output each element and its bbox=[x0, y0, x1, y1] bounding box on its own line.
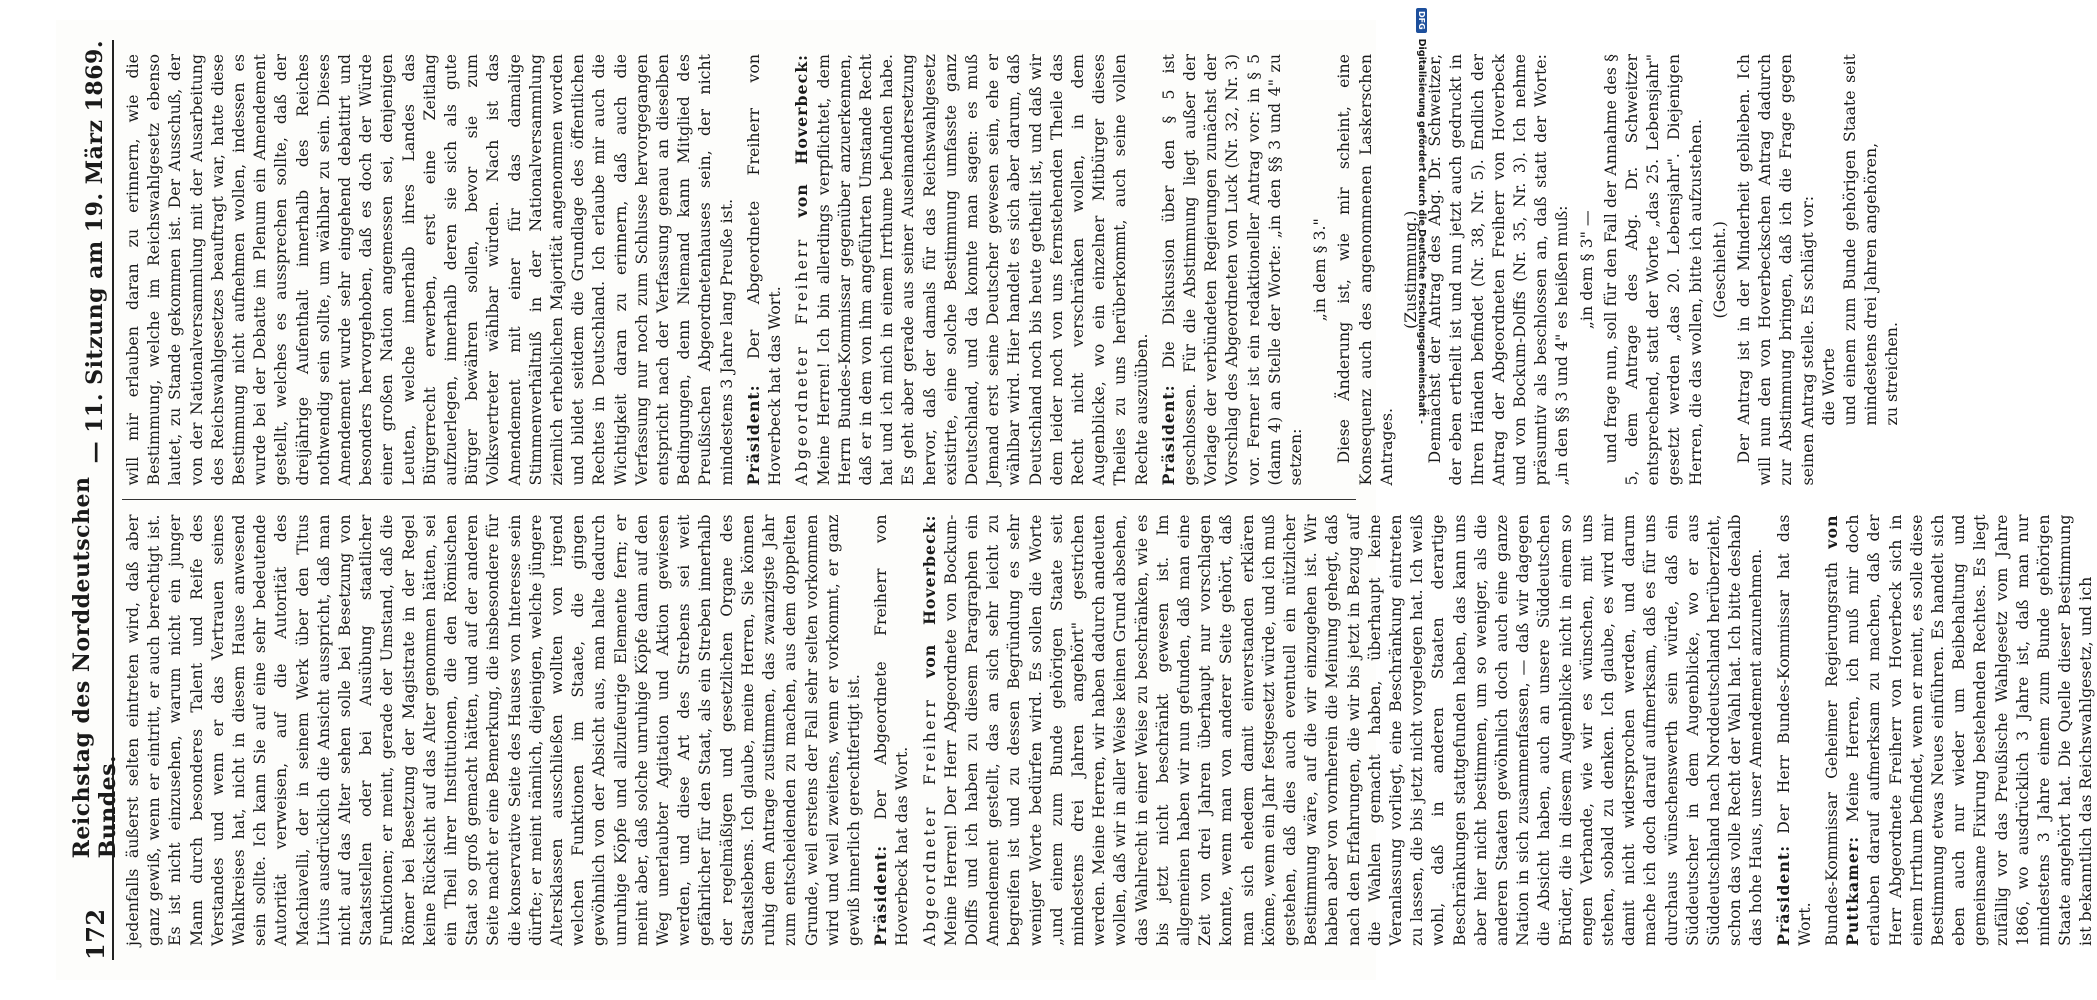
session-heading: — 11. Sitzung am 19. März 1869. bbox=[82, 40, 108, 464]
speaker-lead: Abgeordneter Freiherr bbox=[919, 677, 939, 946]
speaker-name: von Puttkamer: bbox=[1822, 514, 1863, 946]
quoted-amendment: „in dem § 3." bbox=[1310, 218, 1330, 322]
speaker-role: Präsident: bbox=[1773, 844, 1793, 946]
speech-text: Der Herr Bundes-Kommissar hat das Wort. bbox=[1773, 514, 1814, 946]
speech-text: Meine Herren! Ich bin allerdings verpflichtet, dem Herrn Bundes-Kommissar gegenüber anzuerkennen, daß er in dem von ihm angeführten Umstande Recht hat und ich mich in einem Irrthume befunden habe. Es geht aber gerade aus seiner Auseinandersetzung hervor, daß der damals für das Reichswahlgesetz existirte, eine solche Bestimmung umfasste ganz Deutschland, und da konnte man sagen: es muß Jemand erst seine Deutscher gewesen sein, ehe er wählbar wird. Hier handelt es sich aber darum, daß Deutschland noch bis heute getheilt ist, und daß wir dem leider noch von uns fernstehenden Theile das Recht nicht verschränken wollen, in dem Augenblicke, wo ein einzelner Mitbürger dieses Theiles zu uns herüberkommt, auch seine vollen Rechte auszuüben. bbox=[813, 54, 1151, 486]
speech-text: Die Diskussion über den § 5 ist geschlossen. Für die Abstimmung liegt außer der Vorlage der verbündeten Regierungen zunächst der Vorschlag des Abgeordneten von Luck (Nr. 32, Nr. 3) vor. Ferner ist ein redaktioneller Antrag vor: in § 5 (dann 4) an Stelle der Worte: „in den §§ 3 und 4" zu setzen: bbox=[1158, 54, 1305, 486]
paragraph: und frage nun, soll für den Fall der Annahme des § 5, dem Antrage des Abg. Dr. Schweitzer entsprechend, statt der Worte „das 25. Lebensjahr" gesetzt werden „das 20. Lebensjahr". Diejenigen Herren, die das wollen, bitte ich aufzustehen. bbox=[1600, 54, 1705, 486]
speaker-paragraph bbox=[1773, 515, 1815, 947]
motion-line: zu streichen. bbox=[1882, 322, 1902, 426]
speaker-role: Präsident: bbox=[1158, 384, 1178, 486]
speaker-paragraph bbox=[1821, 515, 2097, 947]
digitization-credit bbox=[1414, 8, 1430, 838]
stage-direction: (Zustimmung.) bbox=[1400, 210, 1420, 329]
motion-line: die Worte bbox=[1818, 348, 1838, 426]
speaker-paragraph bbox=[1158, 54, 1306, 486]
paragraph: Der Antrag ist in der Minderheit geblieben. Ich will nun den von Hoverbeckschen Antrag dadurch zur Abstimmung bringen, daß ich die Frage gegen seinen Antrag stelle. Es schlägt vor: bbox=[1734, 54, 1817, 486]
left-column bbox=[122, 501, 2096, 961]
paragraph: will mir erlauben daran zu erinnern, wie die Bestimmung, welche im Reichswahlgesetz ebenso lautet, zu Stande gekommen ist. Der Ausschuß, der von der Nationalversammlung mit der Ausarbeitung des Reichswahlgesetzes beauftragt war, hatte diese Bestimmung nicht aufnehmen wollen, indessen es wurde bei der Debatte im Plenum ein Amendement gestellt, welches es aussprechen sollte, daß der dreijährige Aufenthalt innerhalb des Reiches nothwendig sein sollte, um wählbar zu sein. Dieses Amendement wurde sehr eingehend debattirt und besonders hervorgehoben, daß es doch der Würde einer großen Nation angemessen sei, denjenigen Leuten, welche innerhalb ihres Landes das Bürgerrecht erwerben, erst eine Zeitlang aufzuerlegen, innerhalb deren sie sich als gute Bürger bewähren sollen, bevor sie zum Volksvertreter wählbar würden. Nach ist das Amendement mit einer für das damalige Stimmenverhältniß in der Nationalversammlung ziemlich erheblichen Majorität angenommen worden und bildet seitdem die Grundlage des öffentlichen Rechtes in Deutschland. Ich erlaube mir auch die Wichtigkeit daran zu erinnern, daß auch die Verfassung nur noch zum Schlusse hervorgegangen entspricht nach der Verfassung genau an dieselben Bedingungen, denn Niemand kann Mitglied des Preußischen Abgeordnetenhauses sein, der nicht mindestens 3 Jahre lang Preuße ist. bbox=[123, 54, 736, 486]
speaker-name: von Hoverbeck: bbox=[919, 514, 939, 678]
speaker-role: Präsident: bbox=[743, 384, 763, 486]
running-head bbox=[69, 40, 121, 960]
speaker-paragraph bbox=[791, 54, 1151, 486]
paragraph: jedenfalls äußerst selten eintreten wird, daß aber ganz gewiß, wenn er eintritt, er auch berechtigt ist. Es ist nicht einzusehen, warum nicht ein junger Mann durch besonderes Talent und Reife des Verstandes und wenn er das Vertrauen seines Wahlkreises hat, nicht in diesem Hause anwesend sein sollte. Ich kann Sie auf eine sehr bedeutende Autorität verweisen, auf die Autorität des Machiavelli, der in seinem Werk über den Titus Livius ausdrücklich die Ansicht ausspricht, daß man nicht auf das Alter sehen solle bei Besetzung von Staatsstellen oder bei Ausübung staatlicher Funktionen; er meint, gerade der Umstand, daß die Römer bei Besetzung der Magistrate in der Regel keine Rücksicht auf das Alter genommen hätten, sei ein Theil ihrer Institutionen, die den Römischen Staat so groß gemacht hätten, und auf der anderen Seite macht er eine Bemerkung, die insbesondere für die konservative Seite des Hauses von Interesse sein dürfte; er meint nämlich, diejenigen, welche jüngere Altersklassen ausschließen wollten von irgend welchen Funktionen im Staate, die gingen gewöhnlich von der Absicht aus, man halte dadurch unruhige Köpfe und allzufeurige Elemente fern; er meint aber, daß solche unruhige Köpfe dann auf den Weg unerlaubter Agitation und Aktion gewiesen werden, und diese Art des Strebens sei weit gefährlicher für den Staat, als ein Streben innerhalb der regelmäßigen und gesetzlichen Organe des Staatslebens. Ich glaube, meine Herren, Sie können ruhig dem Antrage zustimmen, das zwanzigste Jahr zum entscheidenden zu machen, aus dem doppelten Grunde, weil erstens der Fall sehr selten vorkommen wird und weil zweitens, wenn er vorkommt, er ganz gewiß innerlich gerechtfertigt ist. bbox=[123, 514, 863, 946]
quoted-amendment: „in dem § 3" — bbox=[1576, 210, 1596, 330]
stage-direction: (Geschieht.) bbox=[1709, 221, 1729, 319]
speech-text: Meine Herren! Der Herr Abgeordnete von Bockum-Dolffs und ich haben zu diesem Paragraphen ein Amendement gestellt, das an sich sehr leicht zu begreifen ist und zu dessen Begründung es sehr weniger Worte bedürfen wird. Es sollen die Worte „und einem zum Bunde gehörigen Staate seit mindestens drei Jahren angehört" gestrichen werden. Meine Herren, wir haben dadurch andeuten wollen, daß wir in aller Weise keinen Grund absehen, das Wahlrecht in einer Weise zu beschränken, wie es bis jetzt nicht beschränkt gewesen ist. Im allgemeinen haben wir nun gefunden, daß man eine Zeit von drei Jahren überhaupt nur vorschlagen konnte, wenn man von anderer Seite gehört, daß man sich ehedem damit einverstanden erklären könne, wenn ein Jahr festgesetzt würde, und ich muß gestehen, daß dies auch eventuell ein nützlicher Bestimmung wäre, auf die wir einzugehen ist. Wir haben aber von vornherein die Meinung gehegt, daß nach den Erfahrungen, die wir bis jetzt in Bezug auf die Wahlen gemacht haben, überhaupt keine Veranlassung vorliegt, eine Beschränkung eintreten zu lassen, die bis jetzt nicht vorgelegen hat. Ich weiß wohl, daß in anderen Staaten derartige Beschränkungen stattgefunden haben, das kann uns aber hier nicht bestimmen, um so weniger, als die anderen Staaten gewöhnlich doch auch eine ganze Nation in sich zusammenfassen, — daß wir dagegen die Absicht haben, auch an unsere Süddeutschen Brüder, die in diesem Augenblicke nicht in einem so engen Verbande, wie wir es wünschen, mit uns stehen, sobald zu denken. Ich glaube, es wird mir damit nicht widersprochen werden, und darum mache ich doch darauf aufmerksam, daß es für uns durchaus wünschenswerth sein würde, daß ein Süddeutscher in dem Augenblicke, wo er aus Süddeutschland nach Norddeutschland herüberzieht, schon das volle Recht der Wahl hat. Ich bitte deshalb das hohe Haus, unser Amendement anzunehmen. bbox=[940, 514, 1766, 946]
paragraph: Diese Änderung ist, wie mir scheint, eine Konsequenz auch des angenommenen Laskerschen Antrages. bbox=[1334, 54, 1396, 486]
speech-text: Der Abgeordnete Freiherr von Hoverbeck hat das Wort. bbox=[871, 514, 912, 946]
journal-title: Reichstag des Norddeutschen Bundes. bbox=[69, 476, 121, 859]
speaker-paragraph bbox=[870, 515, 912, 947]
speaker-name: von Hoverbeck: bbox=[792, 54, 812, 218]
speech-text: Der Abgeordnete Freiherr von Hoverbeck hat das Wort. bbox=[743, 54, 785, 486]
speaker-paragraph bbox=[919, 515, 1767, 947]
motion-line: und einem zum Bunde gehörigen Staate seit mindestens drei Jahren angehören, bbox=[1840, 54, 1881, 426]
speaker-paragraph bbox=[743, 54, 785, 486]
speaker-lead: Abgeordneter Freiherr bbox=[792, 217, 812, 486]
credit-logo: DFG bbox=[1417, 8, 1428, 33]
speech-text: Meine Herren, ich muß mir doch erlauben darauf aufmerksam zu machen, daß der Herr Abgeordnete Freiherr von Hoverbeck sich in einem Irrthum befindet, wenn er meint, es solle diese Bestimmung etwas Neues einführen. Es handelt sich eben auch nur wieder um Beibehaltung und gemeinsame Fixirung bestehenden Rechtes. Es liegt zufällig vor das Preußische Wahlgesetz vom Jahre 1866, wo ausdrücklich 3 Jahre ist, daß man nur mindestens 3 Jahre einem zum Bunde gehörigen Staate angehört hat. Die Quelle dieser Bestimmung ist bekanntlich das Reichswahlgesetz, und ich bbox=[1843, 514, 2096, 946]
credit-text: Digitalisierung gefördert durch die Deutsche Forschungsgemeinschaft - bbox=[1416, 38, 1428, 424]
speaker-role: Präsident: bbox=[871, 844, 891, 946]
paragraph: Demnächst der Antrag des Abg. Dr. Schweitzer, der eben ertheilt ist und nun jetzt auch gedruckt in Ihren Händen befindet (Nr. 38, Nr. 5). Endlich der Antrag der Abgeordneten Freiherr von Hoverbeck und von Bockum-Dolffs (Nr. 35, Nr. 3). Ich nehme präsumtiv als beschlossen an, daß statt der Worte: „in den §§ 3 und 4" es heißen muß: bbox=[1425, 54, 1572, 486]
speaker-lead: Bundes-Kommissar Geheimer Regierungsrath bbox=[1822, 548, 1842, 946]
page-number: 172 bbox=[80, 908, 110, 960]
